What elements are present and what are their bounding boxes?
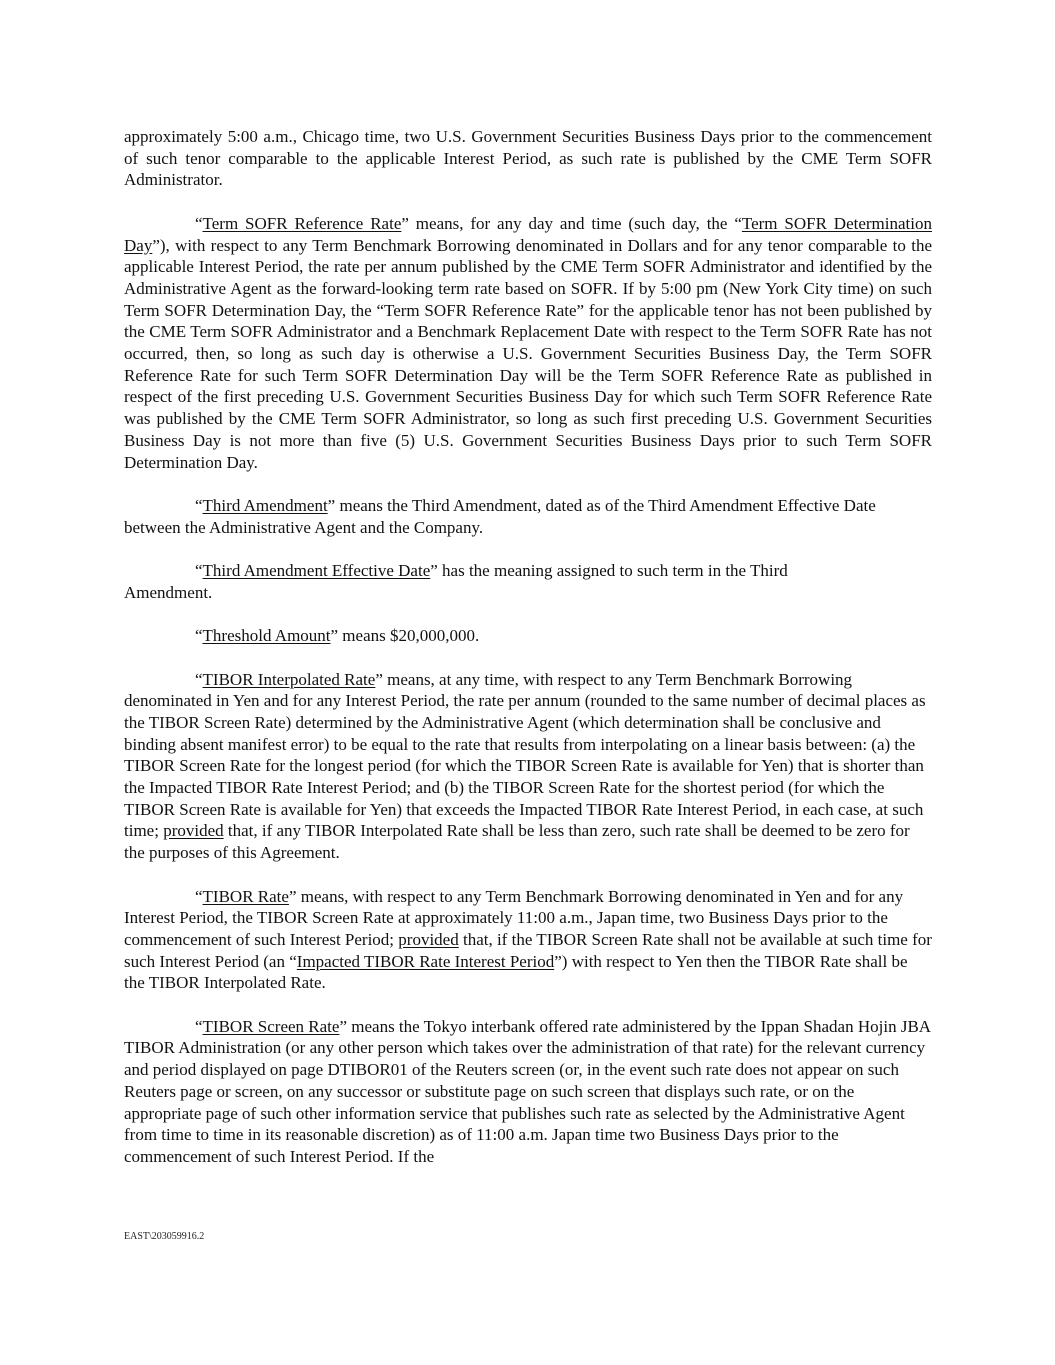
open-quote: “ <box>195 561 203 581</box>
document-page <box>124 126 932 1189</box>
defined-term: Third Amendment <box>202 495 328 515</box>
proviso-term: provided <box>163 821 224 841</box>
open-quote: “ <box>195 1016 203 1036</box>
proviso-term: provided <box>398 929 459 949</box>
defined-term: TIBOR Interpolated Rate <box>202 669 376 689</box>
open-quote: “ <box>195 495 203 515</box>
defined-term: TIBOR Rate <box>202 886 289 906</box>
definition-third-amendment-effective-date <box>124 560 932 603</box>
definition-text: that, if any TIBOR Interpolated Rate shall be less than zero, such rate shall be deemed to be zero for the purposes of this Agreement. <box>124 821 910 863</box>
definition-threshold-amount <box>124 625 932 647</box>
defined-term: Term SOFR Reference Rate <box>202 213 402 233</box>
paragraph-text: approximately 5:00 a.m., Chicago time, two U.S. Government Securities Business Days prior to the commencement of such tenor comparable to the applicable Interest Period, as such rate is published by the CME Term SOFR Administrator. <box>124 127 932 190</box>
definition-text: ” has the meaning assigned to such term in the Third Amendment. <box>124 561 788 602</box>
document-footer-id: EAST\203059916.2 <box>124 1231 205 1242</box>
definition-text: ”) with respect to Yen then the TIBOR Rate shall be the TIBOR Interpolated Rate. <box>124 951 908 993</box>
definition-text: ” means, at any time, with respect to any Term Benchmark Borrowing denominated in Yen and for any Interest Period, the rate per annum (rounded to the same number of decimal places as the TIBOR Screen Rate) determined by the Administrative Agent (which determination shall be conclusive and binding absent manifest error) to be equal to the rate that results from interpolating on a linear basis between: (a) the TIBOR Screen Rate for the longest period (for which the TIBOR Screen Rate is available for Yen) that is shorter than the Impacted TIBOR Rate Interest Period; and (b) the TIBOR Screen Rate for the shortest period (for which the TIBOR Screen Rate is available for Yen) that exceeds the Impacted TIBOR Rate Interest Period, in each case, at such time; <box>124 669 926 841</box>
definition-text: ” means, with respect to any Term Benchmark Borrowing denominated in Yen and for any Interest Period, the TIBOR Screen Rate at approximately 11:00 a.m., Japan time, two Business Days prior to the commencement of such Interest Period; <box>124 886 904 949</box>
definition-text: ” means the Tokyo interbank offered rate administered by the Ippan Shadan Hojin JBA TIBOR Administration (or any other person which takes over the administration of that rate) for the relevant currency and period displayed on page DTIBOR01 of the Reuters screen (or, in the event such rate does not appear on such Reuters page or screen, on any successor or substitute page on such screen that displays such rate, or on the appropriate page of such other information service that publishes such rate as selected by the Administrative Agent from time to time in its reasonable discretion) as of 11:00 a.m. Japan time two Business Days prior to the commencement of such Interest Period. If the <box>124 1016 931 1166</box>
open-quote: “ <box>195 669 203 689</box>
definition-third-amendment <box>124 495 932 538</box>
definition-tibor-rate <box>124 886 932 995</box>
definition-tibor-screen-rate <box>124 1016 932 1168</box>
definition-text: ”), with respect to any Term Benchmark Borrowing denominated in Dollars and for any tenor comparable to the applicable Interest Period, the rate per annum published by the CME Term SOFR Administrator and identified by the Administrative Agent as the forward-looking term rate based on SOFR. If by 5:00 pm (New York City time) on such Term SOFR Determination Day, the “Term SOFR Reference Rate” for the applicable tenor has not been published by the CME Term SOFR Administrator and a Benchmark Replacement Date with respect to the Term SOFR Rate has not occurred, then, so long as such day is otherwise a U.S. Government Securities Business Day, the Term SOFR Reference Rate for such Term SOFR Determination Day will be the Term SOFR Reference Rate as published in respect of the first preceding U.S. Government Securities Business Day for which such Term SOFR Reference Rate was published by the CME Term SOFR Administrator, so long as such first preceding U.S. Government Securities Business Day is not more than five (5) U.S. Government Securities Business Days prior to such Term SOFR Determination Day. <box>124 235 932 472</box>
definition-text: ” means the Third Amendment, dated as of the Third Amendment Effective Date between the Administrative Agent and the Company. <box>124 495 876 537</box>
definition-term-sofr-reference-rate <box>124 213 932 473</box>
open-quote: “ <box>195 213 203 233</box>
definition-text: that, if the TIBOR Screen Rate shall not be available at such time for such Interest Period (an “ <box>124 929 932 971</box>
definition-text: ” means $20,000,000. <box>330 626 480 646</box>
paragraph-continuation <box>124 126 932 191</box>
defined-term: Third Amendment Effective Date <box>202 561 431 581</box>
defined-term: TIBOR Screen Rate <box>202 1016 340 1036</box>
open-quote: “ <box>195 886 203 906</box>
defined-term: Impacted TIBOR Rate Interest Period <box>296 951 555 971</box>
definition-text: ” means, for any day and time (such day, the “ <box>401 213 742 233</box>
open-quote: “ <box>195 626 203 646</box>
defined-term: Threshold Amount <box>202 626 331 646</box>
defined-term: Term SOFR Determination Day <box>124 213 932 255</box>
definition-tibor-interpolated-rate <box>124 669 932 864</box>
